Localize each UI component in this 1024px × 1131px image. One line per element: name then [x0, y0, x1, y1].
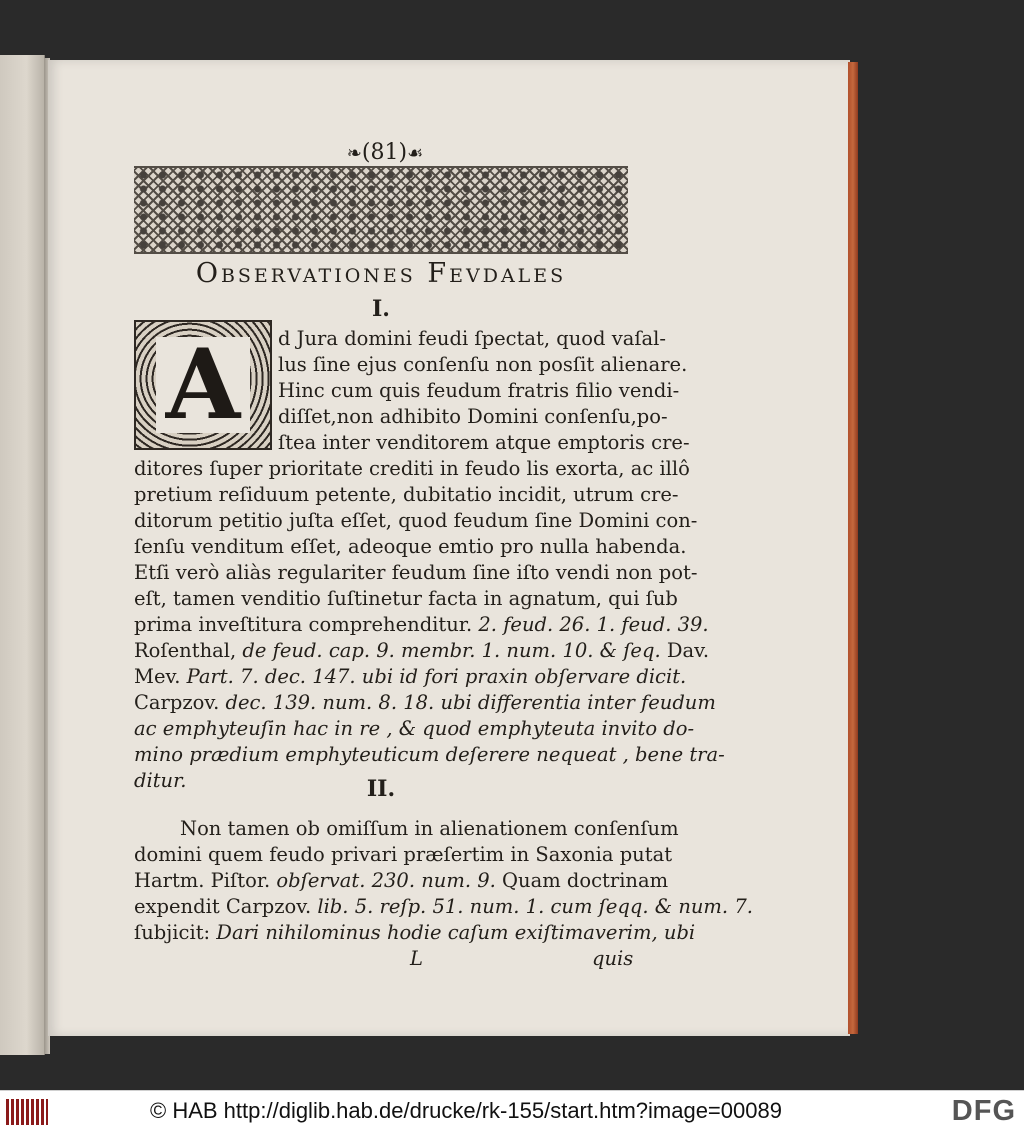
text-line: ſubjicit: Dari nihilominus hodie caſum exiſtimaverim, ubi: [134, 921, 696, 944]
text-line: d Jura domini feudi ſpectat, quod vaſal-: [278, 327, 667, 350]
copyright-link[interactable]: © HAB http://diglib.hab.de/drucke/rk-155/start.htm?image=00089: [150, 1098, 782, 1123]
signature-mark: L: [410, 947, 423, 970]
page-title: Observationes Fevdales: [195, 258, 567, 289]
text-line: Mev. Part. 7. dec. 147. ubi id fori praxin obſervare dicit.: [134, 665, 687, 688]
text-line: pretium reſiduum petente, dubitatio incidit, utrum cre-: [134, 483, 679, 506]
text-line: Etſi verò aliàs regulariter feudum ſine iſto vendi non pot-: [134, 561, 698, 584]
section-heading-2: II.: [366, 776, 396, 802]
drop-cap-initial: A: [134, 320, 272, 450]
text-line: diſſet,non adhibito Domini conſenſu,po-: [278, 405, 668, 428]
text-line: ditorum petitio juſta eſſet, quod feudum ſine Domini con-: [134, 509, 698, 532]
text-line: Carpzov. dec. 139. num. 8. 18. ubi differentia inter feudum: [134, 691, 716, 714]
ornament-left-icon: ❧: [346, 143, 362, 164]
hab-logo-icon: [6, 1099, 48, 1125]
text-line: ſtea inter venditorem atque emptoris cre-: [278, 431, 690, 454]
page-edge-red: [848, 62, 858, 1034]
text-line: eſt, tamen venditio ſuſtinetur facta in agnatum, qui ſub: [134, 587, 678, 610]
text-line: Non tamen ob omiſſum in alienationem conſenſum: [180, 817, 679, 840]
text-line: mino prædium emphyteuticum deſerere nequeat , bene tra-: [134, 743, 725, 766]
text-line: ac emphyteuſin hac in re , & quod emphyteuta invito do-: [134, 717, 695, 740]
catchword: quis: [592, 947, 634, 970]
text-line: lus ſine ejus conſenſu non posſit alienare.: [278, 353, 688, 376]
text-line: expendit Carpzov. lib. 5. reſp. 51. num. 1. cum ſeqq. & num. 7.: [134, 895, 753, 918]
text-line: domini quem feudo privari præſertim in Saxonia putat: [134, 843, 673, 866]
text-line: Roſenthal, de feud. cap. 9. membr. 1. num. 10. & ſeq. Dav.: [134, 639, 710, 662]
decorative-headpiece: [134, 166, 628, 254]
text-line: ditur.: [134, 769, 187, 792]
text-line: ditores ſuper prioritate crediti in feudo lis exorta, ac illô: [134, 457, 690, 480]
page-number: ❧(81)☙: [346, 140, 424, 165]
section-heading-1: I.: [372, 296, 390, 322]
ornament-right-icon: ☙: [407, 143, 424, 164]
text-line: prima inveſtitura comprehenditur. 2. feud. 26. 1. feud. 39.: [134, 613, 709, 636]
dfg-logo: DFG: [951, 1095, 1016, 1127]
text-line: ſenſu venditum eſſet, adeoque emtio pro nulla habenda.: [134, 535, 687, 558]
footer-bar: [0, 1090, 1024, 1131]
previous-page-edge: [0, 55, 45, 1055]
text-line: Hinc cum quis feudum fratris filio vendi-: [278, 379, 680, 402]
text-line: Hartm. Piſtor. obſervat. 230. num. 9. Quam doctrinam: [134, 869, 669, 892]
